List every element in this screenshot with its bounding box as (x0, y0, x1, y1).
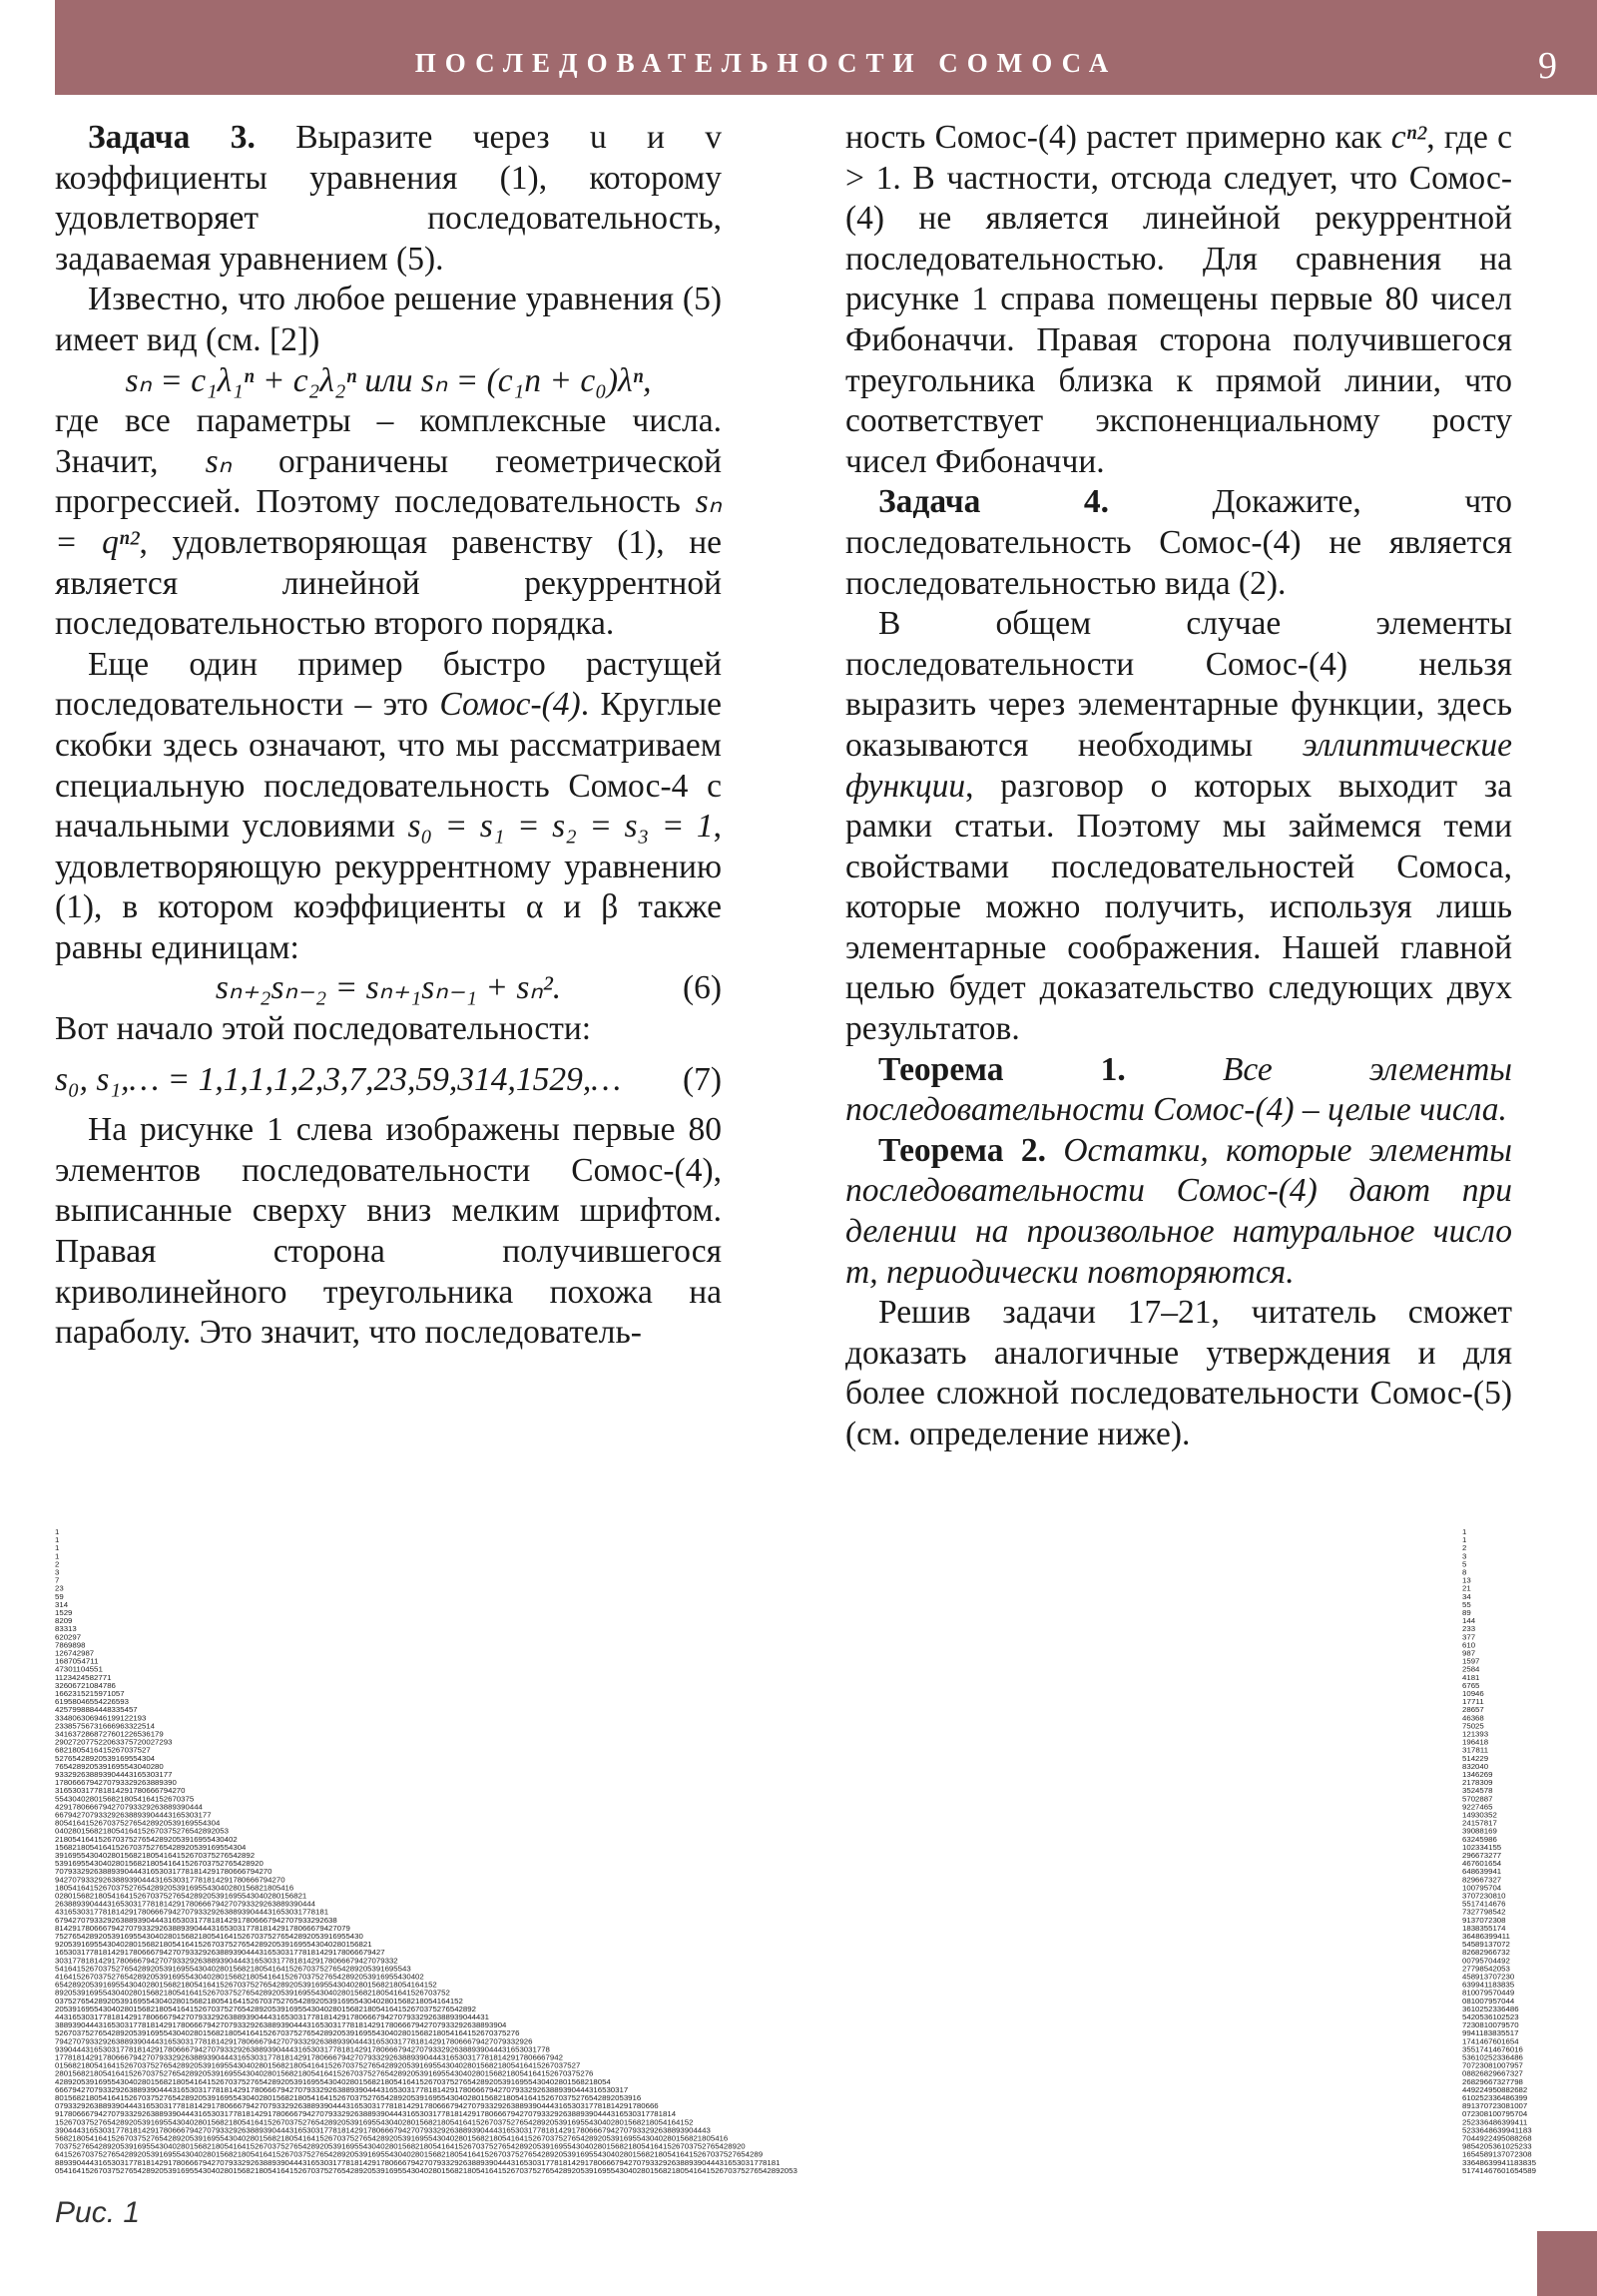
somos-term: 2 (55, 1559, 60, 1569)
somos-term: 539169554304028015682180541641526703752765428920 (55, 1859, 264, 1869)
somos-term: 0793329263889390444316530317781814291780666794270793329263889390444316530317781814291780666794270793329263889390444316530317781814291780666 (55, 2101, 659, 2111)
sequence-triangles-figure (55, 1522, 1564, 2181)
somos-intro-text-a: Еще один пример быстро растущей последовательности – это (55, 645, 722, 724)
figure-caption: Рис. 1 (55, 2196, 141, 2229)
somos-term: 75276542892053916955430402801568218054164152670375276542892053916955430 (55, 1932, 363, 1941)
somos-term: 7 (55, 1575, 60, 1585)
fibonacci-term: 891370723081007 (1462, 2101, 1528, 2111)
somos-term: 8209 (55, 1616, 73, 1626)
somos-term: 667942707933292638893904443165303177 (55, 1810, 212, 1820)
somos-4-term: Сомос-(4) (439, 686, 581, 724)
somos-term: 177818142917806667942707933292638893904443165303177818142917806667942707933292638893904443165303177818142917806667942 (55, 2052, 563, 2062)
somos-intro-paragraph (55, 645, 722, 969)
fibonacci-term: 449224950882682 (1462, 2084, 1528, 2094)
somos-term: 23385756731666963322514 (55, 1721, 156, 1731)
fibonacci-term: 1741467601654 (1462, 2036, 1519, 2046)
somos-term: 81429178066679427079332926388939044431653031778181429178066679427079 (55, 1923, 350, 1933)
somos-term: 79427079332926388939044431653031778181429178066679427079332926388939044431653031778181429178066679427079332926 (55, 2036, 533, 2046)
theorem-1 (845, 1050, 1512, 1131)
somos-term: 939044431653031778181429178066679427079332926388939044431653031778181429178066679427079332926388939044431653031778 (55, 2044, 550, 2054)
figure-description-paragraph: На рисунке 1 слева изображены первые 80 элементов последовательности Сомос-(4), выписанные сверху вниз мелким шрифтом. Правая сторона получившегося криволинейного треугольника похожа на параболу. Это значит, что последователь- (55, 1111, 722, 1352)
fibonacci-term: 317811 (1462, 1745, 1489, 1755)
somos-term: 83313 (55, 1624, 77, 1634)
fibonacci-term: 233 (1462, 1624, 1476, 1634)
theorem-2-label: Теорема 2. (878, 1131, 1046, 1169)
fibonacci-term: 639941183835 (1462, 1980, 1515, 1990)
equation-6 (55, 968, 722, 1009)
fibonacci-term: 26829667327798 (1462, 2076, 1523, 2086)
fibonacci-term: 35517414676016 (1462, 2044, 1523, 2054)
somos-term: 4257998884448335457 (55, 1705, 138, 1715)
somos-term: 1662315215971057 (55, 1689, 125, 1698)
page-header (55, 0, 1597, 95)
growth-paragraph (845, 118, 1512, 482)
fibonacci-term: 3524578 (1462, 1786, 1493, 1796)
somos-term: 3904443165303177818142917806667942707933292638893904443165303177818142917806667942707933292638893904443165303177818142917806667942707933292638893904443 (55, 2125, 711, 2135)
somos-term: 6821805416415267037527 (55, 1745, 151, 1755)
initial-conditions-formula: s₀ = s₁ = s₂ = s₃ = 1 (407, 808, 714, 846)
elliptic-text-c: , разговор о которых выходит за рамки статьи. Поэтому мы займемся теми свойствами последовательностей Сомоса, которые можно получить, используя лишь элементарные соображения. Нашей главной целью будет доказательство следующих двух результатов. (845, 767, 1512, 1048)
fibonacci-term: 648639941 (1462, 1867, 1502, 1877)
somos-term: 0402801568218054164152670375276542892053 (55, 1826, 229, 1836)
somos-term: 314 (55, 1599, 69, 1609)
fibonacci-term: 3 (1462, 1551, 1467, 1561)
fibonacci-term: 296673277 (1462, 1851, 1502, 1860)
fibonacci-term: 1 (1462, 1535, 1467, 1545)
fibonacci-term: 196418 (1462, 1737, 1489, 1747)
somos-term: 0375276542892053916955430402801568218054164152670375276542892053916955430402801568218054164152 (55, 1996, 463, 2006)
somos-term: 431653031778181429178066679427079332926388939044431653031778181 (55, 1907, 329, 1917)
somos-term: 933292638893904443165303177 (55, 1770, 173, 1779)
geometric-bound-paragraph (55, 401, 722, 645)
somos-intro-text-c: . Круглые скобки здесь означают, что мы рассматриваем специальную последовательность Сомос-4 с начальными условиями (55, 686, 722, 846)
fibonacci-term: 810079570449 (1462, 1988, 1515, 1998)
somos-term: 67942707933292638893904443165303177818142917806667942707933292638 (55, 1915, 337, 1925)
fibonacci-term: 829667327 (1462, 1875, 1502, 1885)
known-solution-paragraph: Известно, что любое решение уравнения (5) имеет вид (см. [2]) (55, 281, 722, 358)
somos-term: 0156821805416415267037527654289205391695543040280156821805416415267037527654289205391695543040280156821805416415267037527 (55, 2060, 581, 2070)
somos-term: 56821805416415267037527654289205391695543040280156821805416415267037527654289205391695543040280156821805416415267037527654289205391695543040280156821805416 (55, 2133, 729, 2143)
fibonacci-term: 46368 (1462, 1713, 1484, 1723)
equation-6-body: sₙ₊₂sₙ₋₂ = sₙ₊₁sₙ₋₁ + sₙ². (215, 969, 562, 1007)
somos-term: 23 (55, 1583, 64, 1593)
somos-term: 15682180541641526703752765428920539169554304 (55, 1842, 247, 1852)
fibonacci-term: 14930352 (1462, 1810, 1497, 1820)
fibonacci-term: 377 (1462, 1632, 1476, 1642)
somos-term: 2053916955430402801568218054164152670375276542892053916955430402801568218054164152670375276542892 (55, 2004, 476, 2013)
fibonacci-term: 24157817 (1462, 1818, 1497, 1828)
somos-term: 52765428920539169554304 (55, 1753, 156, 1763)
somos-term: 2801568218054164152670375276542892053916955430402801568218054164152670375276542892053916955430402801568218054164152670375276 (55, 2068, 594, 2078)
fibonacci-term: 7230810079570 (1462, 2020, 1519, 2030)
fibonacci-term: 28657 (1462, 1705, 1484, 1715)
somos-term: 4431653031778181429178066679427079332926388939044431653031778181429178066679427079332926388939044431 (55, 2012, 489, 2021)
growth-text-c: , где c > 1. В частности, отсюда следует, что Сомос-(4) не является линейной рекуррентной последовательностью. Для сравнения на рисунке 1 справа помещены первые 80 чисел Фибоначчи. Правая сторона получившегося треугольника близка к прямой линии, что соответствует экспоненциальному росту чисел Фибоначчи. (845, 119, 1512, 480)
somos-term: 80541641526703752765428920539169554304 (55, 1818, 221, 1828)
fibonacci-term: 2178309 (1462, 1778, 1493, 1788)
fibonacci-term: 987 (1462, 1648, 1476, 1658)
somos-term: 290272077522063375720027293 (55, 1737, 173, 1747)
fibonacci-term: 1346269 (1462, 1770, 1493, 1779)
somos-term: 218054164152670375276542892053916955430402 (55, 1834, 238, 1844)
somos-term: 126742987 (55, 1648, 95, 1658)
fibonacci-term: 100795704 (1462, 1883, 1502, 1893)
elliptic-text-a: В общем случае элементы последовательности Сомос-(4) нельзя выразить через элементарные функции, здесь оказываются необходимы (845, 605, 1512, 764)
somos-term: 6415267037527654289205391695543040280156821805416415267037527654289205391695543040280156821805416415267037527654289205391695543040280156821805416415267037527654289 (55, 2149, 764, 2159)
somos-term: 1 (55, 1527, 60, 1536)
somos-term: 1 (55, 1551, 60, 1561)
left-column (55, 118, 722, 1354)
figure-1 (55, 1522, 1564, 2181)
somos-term: 38893904443165303177818142917806667942707933292638893904443165303177818142917806667942707933292638893904 (55, 2020, 507, 2030)
somos-term: 3 (55, 1567, 60, 1577)
somos-term: 1653031778181429178066679427079332926388939044431653031778181429178066679427 (55, 1948, 385, 1958)
fibonacci-term: 9854205361025233 (1462, 2141, 1532, 2151)
somos-term: 52670375276542892053916955430402801568218054164152670375276542892053916955430402801568218054164152670375276 (55, 2028, 520, 2038)
corner-accent (1537, 2231, 1597, 2296)
fibonacci-term: 51741467601654589 (1462, 2165, 1536, 2175)
theorem-2-text: Остатки, которые элементы последовательности Сомос-(4) дают при делении на произвольное натуральное число m, периодически повторяются. (845, 1131, 1512, 1291)
fibonacci-term: 82682966732 (1462, 1948, 1510, 1958)
task-4-paragraph (845, 482, 1512, 604)
somos-term: 91780666794270793329263889390444316530317781814291780666794270793329263889390444316530317781814291780666794270793329263889390444316530317781814 (55, 2109, 677, 2119)
somos-term: 054164152670375276542892053916955430402801568218054164152670375276542892053916955430402801568218054164152670375276542892053916955430402801568218054164152670375276542892053 (55, 2165, 798, 2175)
growth-text-a: ность Сомос-(4) растет примерно как (845, 119, 1391, 156)
fibonacci-term: 1838355174 (1462, 1923, 1506, 1933)
fibonacci-term: 54589137072 (1462, 1940, 1510, 1950)
fibonacci-term: 89 (1462, 1608, 1471, 1617)
somos-term: 1123424582771 (55, 1672, 112, 1682)
formula-general-solution: sₙ = c₁λ₁ⁿ + c₂λ₂ⁿ или sₙ = (c₁n + c₀)λⁿ, (125, 361, 652, 399)
fibonacci-term: 5233648639941183 (1462, 2125, 1532, 2135)
fibonacci-term: 75025 (1462, 1721, 1484, 1731)
fibonacci-term: 70723081007957 (1462, 2060, 1523, 2070)
somos-term: 5416415267037527654289205391695543040280156821805416415267037527654289205391695543 (55, 1964, 411, 1974)
somos-term: 1805416415267037527654289205391695543040280156821805416 (55, 1883, 294, 1893)
fibonacci-term: 1654589137072308 (1462, 2149, 1532, 2159)
fibonacci-term: 144 (1462, 1616, 1476, 1626)
fibonacci-term: 4181 (1462, 1672, 1480, 1682)
somos-term: 620297 (55, 1632, 82, 1642)
running-title: ПОСЛЕДОВАТЕЛЬНОСТИ СОМОСА (414, 48, 1118, 78)
somos-term: 7869898 (55, 1640, 86, 1650)
somos-term: 1 (55, 1535, 60, 1545)
fibonacci-term: 00795704492 (1462, 1956, 1510, 1966)
fibonacci-term: 5517414676 (1462, 1899, 1506, 1909)
sn-symbol: sₙ (205, 442, 232, 480)
somos-term: 263889390444316530317781814291780666794270793329263889390444 (55, 1899, 315, 1909)
fibonacci-term: 7044922495088268 (1462, 2133, 1532, 2143)
fibonacci-term: 3707230810 (1462, 1891, 1506, 1901)
somos-term: 70793329263889390444316530317781814291780666794270 (55, 1867, 272, 1877)
equation-6-number: (6) (682, 969, 722, 1007)
somos-term: 1687054711 (55, 1656, 99, 1666)
geometric-bound-text-e: , удовлетворяющая равенству (1), не является линейной рекуррентной последовательностью второго порядка. (55, 523, 722, 643)
right-column (845, 118, 1512, 1455)
fibonacci-term: 1 (1462, 1527, 1467, 1536)
somos-term: 88939044431653031778181429178066679427079332926388939044431653031778181429178066679427079332926388939044431653031778181429178066679427079332926388939044431653031778181 (55, 2157, 781, 2167)
fibonacci-term: 610252336486399 (1462, 2093, 1528, 2102)
somos-term: 47301104551 (55, 1664, 103, 1674)
q-n-squared-formula: sₙ = qⁿ² (55, 483, 722, 561)
task-4-text: Докажите, что последовательность Сомос-(4) не является последовательностью вида (2). (845, 483, 1512, 602)
fibonacci-term: 36486399411 (1462, 1932, 1510, 1941)
fibonacci-term: 39088169 (1462, 1826, 1497, 1836)
somos-intro-text-e: , удовлетворяющую рекуррентному уравнению (1), в котором коэффициенты α и β также равны единицам: (55, 808, 722, 966)
fibonacci-term: 9137072308 (1462, 1915, 1506, 1925)
fibonacci-term: 17711 (1462, 1697, 1484, 1707)
theorem-1-text: Все элементы последовательности Сомос-(4) – целые числа. (845, 1050, 1512, 1129)
somos-term: 6542892053916955430402801568218054164152670375276542892053916955430402801568218054164152 (55, 1980, 437, 1990)
theorem-1-label: Теорема 1. (878, 1050, 1126, 1088)
somos-term: 7654289205391695543040280 (55, 1761, 164, 1771)
page-number: 9 (1538, 45, 1557, 87)
fibonacci-term: 34 (1462, 1591, 1471, 1601)
somos-term: 152670375276542892053916955430402801568218054164152670375276542892053916955430402801568218054164152670375276542892053916955430402801568218054164152 (55, 2117, 694, 2127)
fibonacci-term: 3610252336486 (1462, 2004, 1519, 2013)
somos-term: 666794270793329263889390444316530317781814291780666794270793329263889390444316530317781814291780666794270793329263889390444316530317 (55, 2084, 629, 2094)
theorem-2 (845, 1131, 1512, 1293)
fibonacci-term: 072308100795704 (1462, 2109, 1528, 2119)
fibonacci-term: 252336486399411 (1462, 2117, 1528, 2127)
fibonacci-term: 121393 (1462, 1729, 1489, 1739)
somos-term: 9205391695543040280156821805416415267037527654289205391695543040280156821 (55, 1940, 372, 1950)
somos-term: 703752765428920539169554304028015682180541641526703752765428920539169554304028015682180541641526703752765428920539169554304028015682180541641526703752765428920 (55, 2141, 746, 2151)
equation-7-number: (7) (682, 1060, 722, 1098)
geometric-bound-text-a: где все параметры – комплексные числа. Значит, (55, 402, 722, 480)
task-4-label: Задача 4. (878, 483, 1110, 521)
somos-term: 3031778181429178066679427079332926388939044431653031778181429178066679427079332 (55, 1956, 398, 1966)
sequence-start-paragraph: Вот начало этой последовательности: (55, 1010, 592, 1048)
fibonacci-term: 10946 (1462, 1689, 1484, 1698)
somos-term: 3416372868727601226536179 (55, 1729, 164, 1739)
equation-7-body: s₀, s₁,… = 1,1,1,1,2,3,7,23,59,314,1529,… (55, 1060, 622, 1098)
somos-term: 1529 (55, 1608, 73, 1617)
fibonacci-term: 2584 (1462, 1664, 1480, 1674)
fibonacci-term: 1597 (1462, 1656, 1480, 1666)
fibonacci-term: 5420536102523 (1462, 2012, 1519, 2021)
fibonacci-term: 33648639941183835 (1462, 2157, 1536, 2167)
fibonacci-term: 2 (1462, 1543, 1467, 1553)
fibonacci-term: 458913707230 (1462, 1972, 1515, 1982)
somos-term: 8920539169554304028015682180541641526703752765428920539169554304028015682180541641526703752 (55, 1988, 450, 1998)
somos-term: 42892053916955430402801568218054164152670375276542892053916955430402801568218054164152670375276542892053916955430402801568218054 (55, 2076, 611, 2086)
fibonacci-term: 21 (1462, 1583, 1471, 1593)
somos-term: 316530317781814291780666794270 (55, 1786, 186, 1796)
fibonacci-term: 467601654 (1462, 1859, 1502, 1869)
fibonacci-term: 13 (1462, 1575, 1471, 1585)
equation-7 (55, 1060, 722, 1101)
fibonacci-term: 8 (1462, 1567, 1467, 1577)
fibonacci-term: 610 (1462, 1640, 1476, 1650)
fibonacci-term: 63245986 (1462, 1834, 1497, 1844)
somos-term: 4291780666794270793329263889390444 (55, 1802, 203, 1812)
somos-term: 1780666794270793329263889390 (55, 1778, 177, 1788)
fibonacci-term: 9941183835517 (1462, 2028, 1519, 2038)
somos-term: 61958046554226593 (55, 1697, 129, 1707)
fibonacci-term: 514229 (1462, 1753, 1489, 1763)
fibonacci-term: 832040 (1462, 1761, 1489, 1771)
fibonacci-term: 7327798542 (1462, 1907, 1506, 1917)
somos-term: 0280156821805416415267037527654289205391695543040280156821 (55, 1891, 307, 1901)
somos-term: 4164152670375276542892053916955430402801568218054164152670375276542892053916955430402 (55, 1972, 424, 1982)
fibonacci-term: 55 (1462, 1599, 1471, 1609)
fibonacci-term: 102334155 (1462, 1842, 1502, 1852)
somos-term: 59 (55, 1591, 64, 1601)
fibonacci-term: 081007957044 (1462, 1996, 1515, 2006)
fibonacci-term: 5 (1462, 1559, 1467, 1569)
task-3-paragraph (55, 118, 722, 280)
somos-term: 94270793329263889390444316530317781814291780666794270 (55, 1875, 285, 1885)
task-3-label: Задача 3. (88, 119, 256, 156)
fibonacci-term: 6765 (1462, 1680, 1480, 1690)
fibonacci-term: 9227465 (1462, 1802, 1493, 1812)
task-3-text: Выразите через u и v коэффициенты уравнения (1), которому удовлетворяет последовательность, задаваемая уравнением (5). (55, 119, 722, 278)
c-n-squared-formula: cⁿ² (1390, 119, 1427, 156)
fibonacci-term: 5702887 (1462, 1794, 1493, 1804)
geometric-bound-text-c: ограничены геометрической прогрессией. Поэтому последовательность (55, 442, 722, 521)
elliptic-functions-term: эллиптические функции (845, 726, 1512, 805)
fibonacci-term: 53610252336486 (1462, 2052, 1523, 2062)
somos-term: 32606721084786 (55, 1680, 116, 1690)
somos-term: 334806306946199122193 (55, 1713, 147, 1723)
somos-term: 3916955430402801568218054164152670375276542892 (55, 1851, 256, 1860)
elliptic-paragraph (845, 604, 1512, 1050)
fibonacci-term: 27798542053 (1462, 1964, 1510, 1974)
somos-term: 801568218054164152670375276542892053916955430402801568218054164152670375276542892053916955430402801568218054164152670375276542892053916 (55, 2093, 642, 2102)
somos-term: 1 (55, 1543, 60, 1553)
conclusion-paragraph: Решив задачи 17–21, читатель сможет доказать аналогичные утверждения и для более сложной последовательности Сомос-(5) (см. определение ниже). (845, 1294, 1512, 1452)
somos-term: 55430402801568218054164152670375 (55, 1794, 195, 1804)
fibonacci-term: 08826829667327 (1462, 2068, 1523, 2078)
